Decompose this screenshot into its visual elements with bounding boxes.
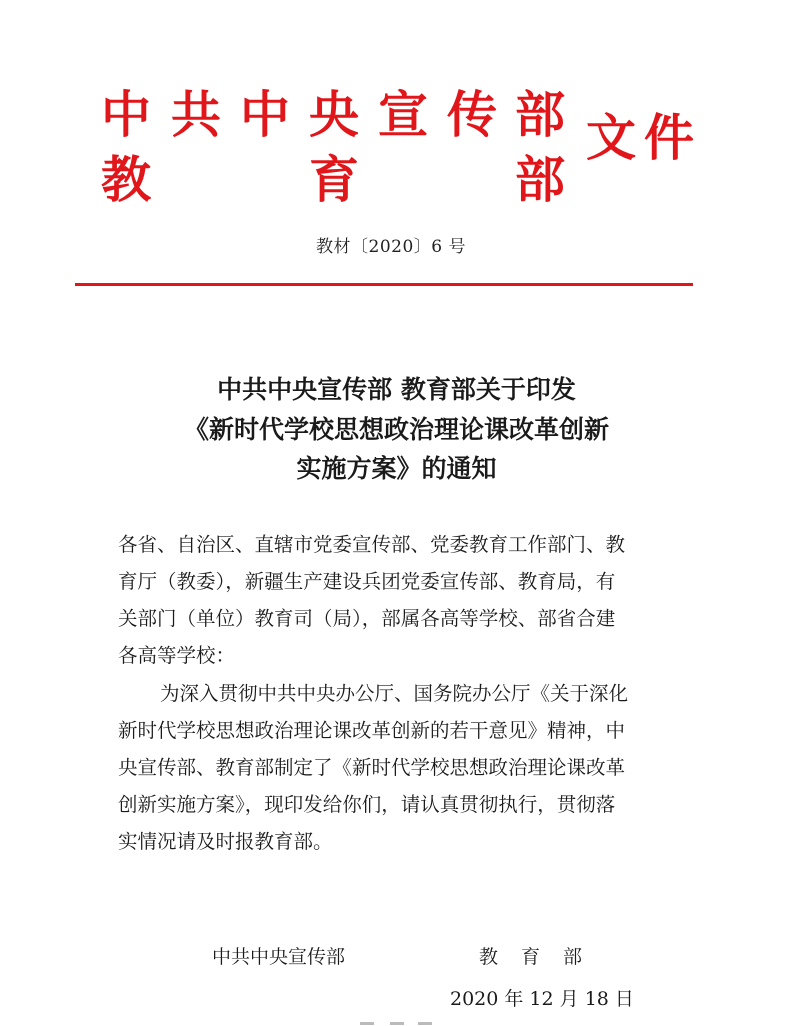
document-number: 教材〔2020〕6 号	[316, 237, 466, 257]
masthead-char: 中	[101, 85, 151, 144]
addressee-line: 各省、自治区、直辖市党委宣传部、党委教育工作部门、教	[118, 533, 626, 556]
signature-date: 2020 年 12 月 18 日	[450, 988, 634, 1010]
addressee-line: 育厅（教委），新疆生产建设兵团党委宣传部、教育局，有	[118, 570, 616, 593]
paragraph-line: 实情况请及时报教育部。	[118, 830, 333, 853]
signature-org-1: 中共中央宣传部	[212, 946, 346, 968]
addressee-line: 关部门（单位）教育司（局），部属各高等学校、部省合建	[118, 607, 616, 630]
signature-org-2	[479, 942, 589, 966]
masthead-char: 育	[309, 150, 359, 209]
masthead-char: 部	[515, 85, 565, 144]
signature-char: 育	[521, 946, 541, 968]
masthead-char: 央	[309, 85, 359, 144]
red-divider	[75, 283, 693, 286]
masthead-char: 共	[171, 85, 221, 144]
title-line: 《新时代学校思想政治理论课改革创新	[183, 415, 609, 444]
signature-char: 教	[479, 946, 499, 968]
paragraph-line: 新时代学校思想政治理论课改革创新的若干意见》精神，中	[118, 719, 626, 742]
signature-char: 部	[563, 946, 583, 968]
masthead-suffix	[0, 108, 793, 167]
title-line: 实施方案》的通知	[296, 454, 497, 483]
page-edge-marks	[350, 1019, 440, 1026]
masthead-char: 教	[101, 150, 151, 209]
paragraph-line: 央宣传部、教育部制定了《新时代学校思想政治理论课改革	[118, 756, 626, 779]
addressee-line: 各高等学校：	[118, 644, 236, 667]
masthead-char: 宣	[378, 85, 428, 144]
title-line: 中共中央宣传部 教育部关于印发	[217, 375, 576, 404]
masthead-char: 传	[447, 85, 497, 144]
masthead-char: 件	[644, 108, 694, 167]
masthead-char: 文	[586, 108, 636, 167]
paragraph-line: 创新实施方案》，现印发给你们，请认真贯彻执行，贯彻落	[118, 793, 616, 816]
masthead-char: 中	[240, 85, 290, 144]
masthead-char: 部	[515, 150, 565, 209]
paragraph-line: 为深入贯彻中共中央办公厅、国务院办公厅《关于深化	[160, 682, 629, 705]
